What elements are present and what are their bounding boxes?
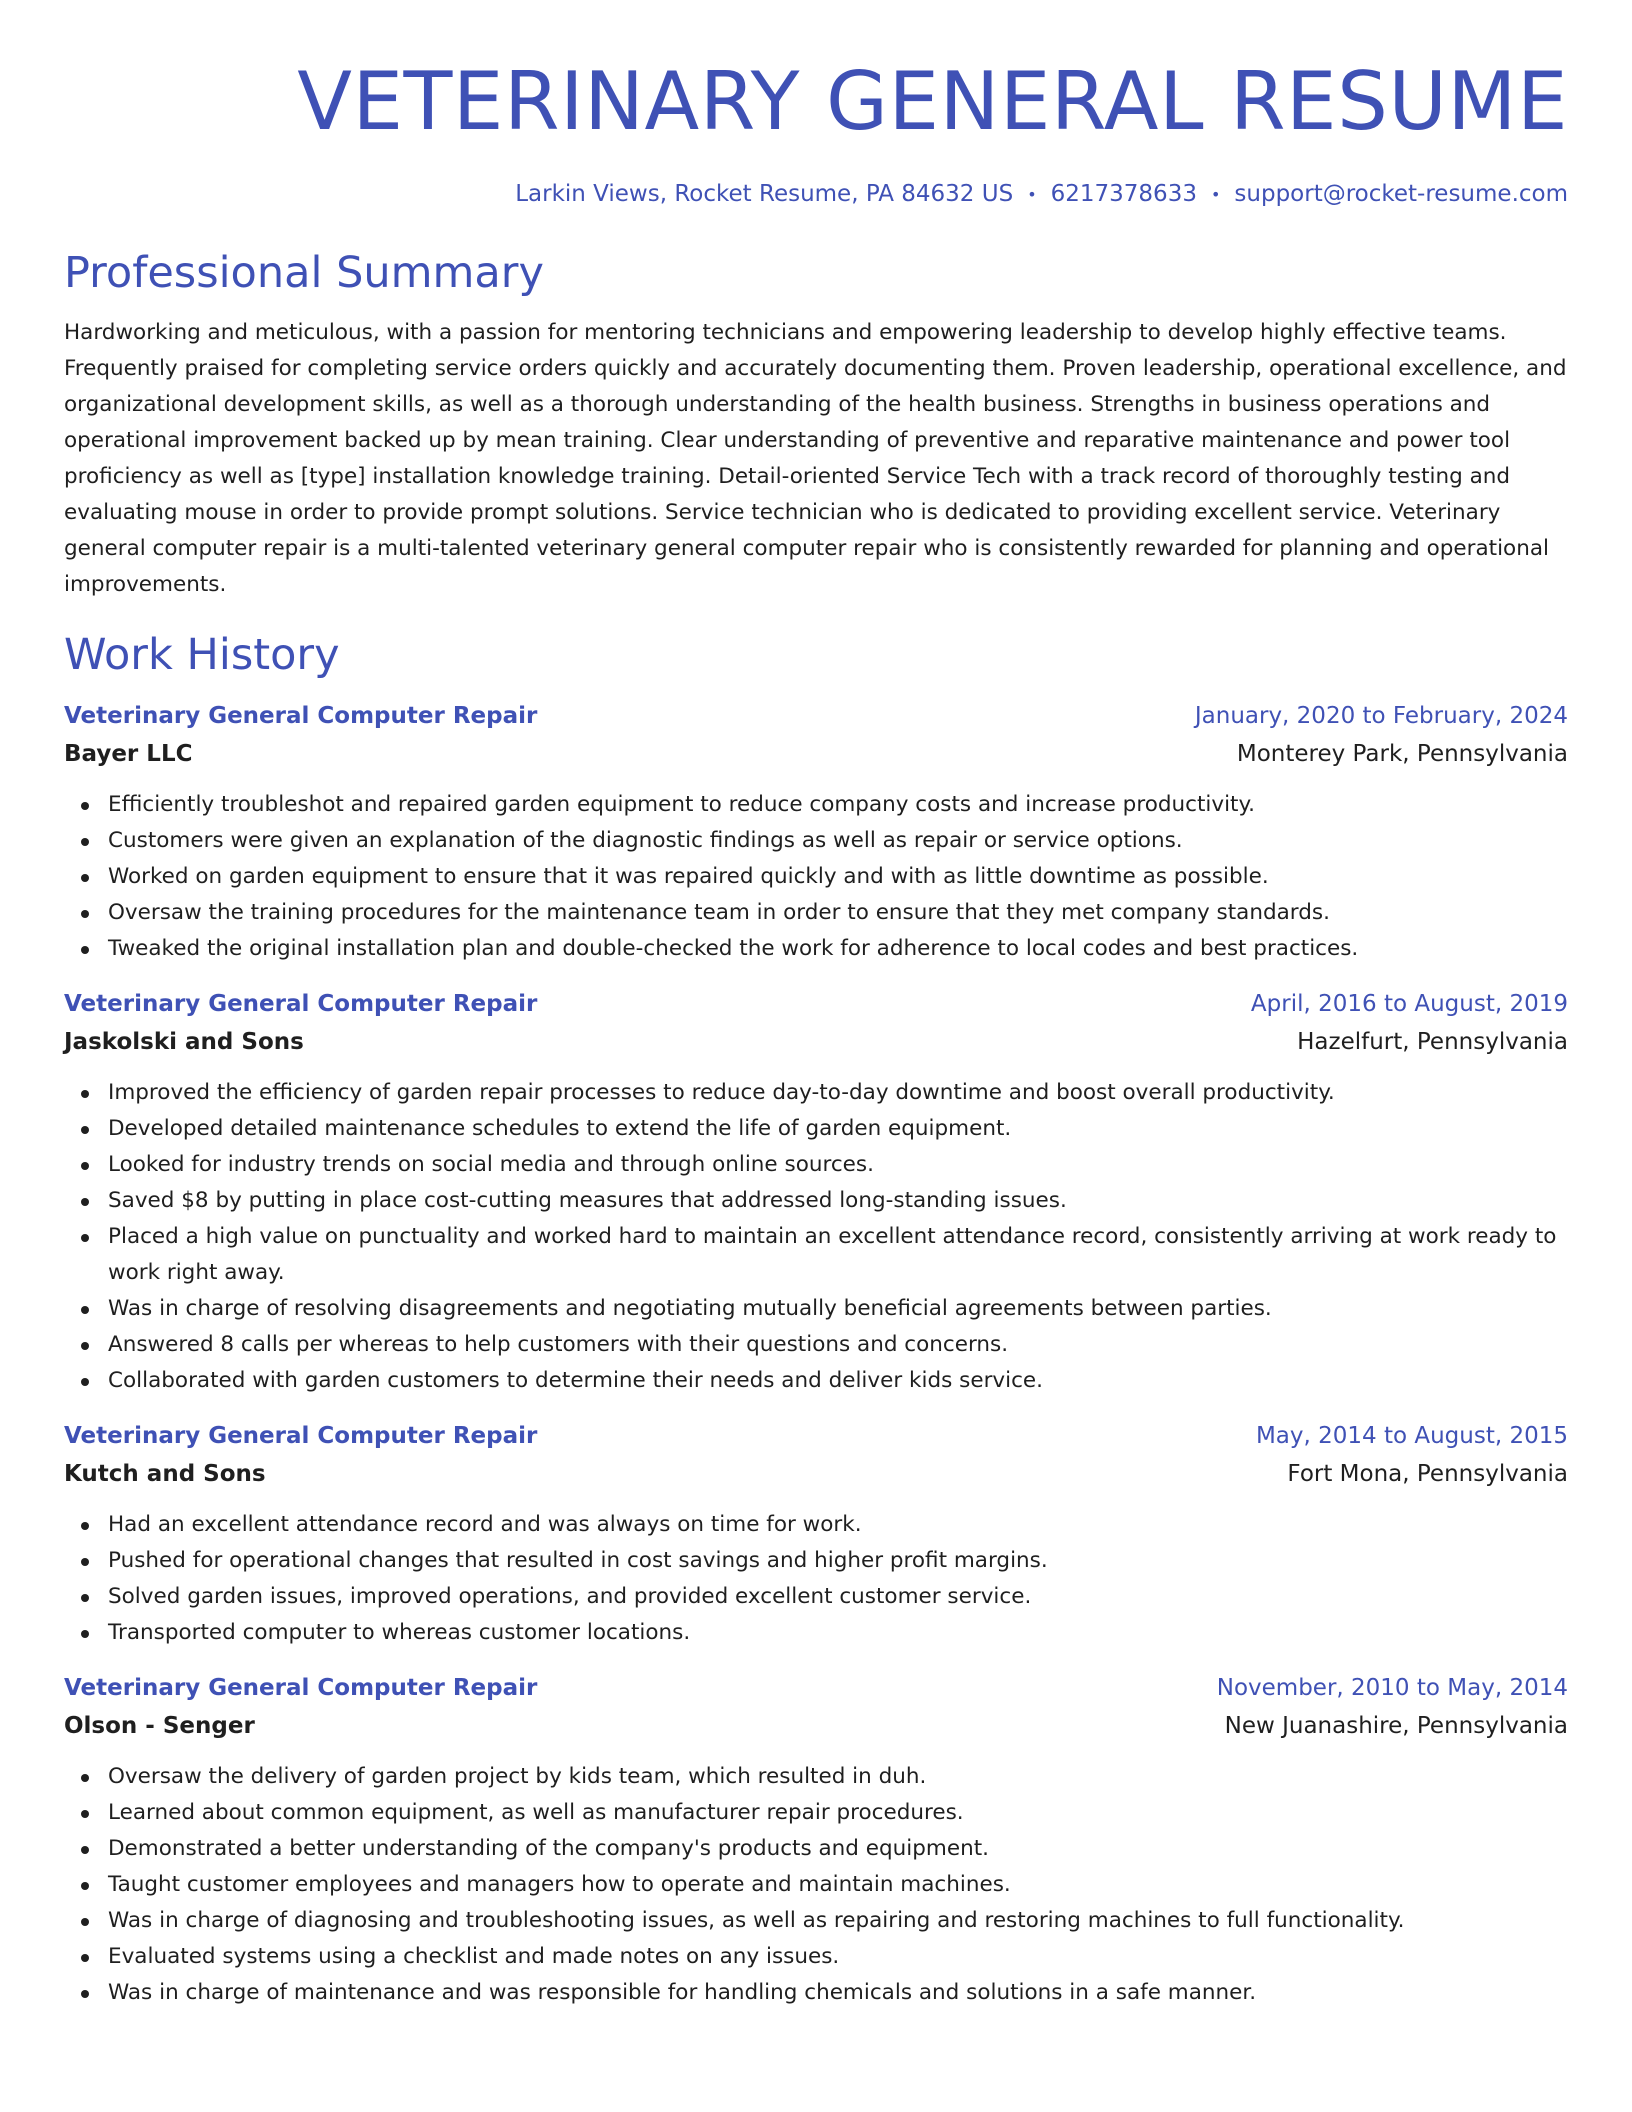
- job-location: Fort Mona, Pennsylvania: [1287, 1460, 1568, 1487]
- job-bullet: Had an excellent attendance record and was always on time for work.: [64, 1507, 1568, 1543]
- job-bullet: Pushed for operational changes that resulted in cost savings and higher profit margins.: [64, 1543, 1568, 1579]
- job-bullet: Was in charge of resolving disagreements and negotiating mutually beneficial agreements between parties.: [64, 1291, 1568, 1327]
- job-bullet: Evaluated systems using a checklist and made notes on any issues.: [64, 1939, 1568, 1975]
- summary-text: Hardworking and meticulous, with a passion for mentoring technicians and empowering leadership to develop highly effective teams. Frequently praised for completing service orders quickly and accurately documenting them. Proven leadership, operational excellence, and organizational development skills, as well as a thorough understanding of the health business. Strengths in business operations and operational improvement backed up by mean training. Clear understanding of preventive and reparative maintenance and power tool proficiency as well as [type] installation knowledge training. Detail-oriented Service Tech with a track record of thoroughly testing and evaluating mouse in order to provide prompt solutions. Service technician who is dedicated to providing excellent service. Veterinary general computer repair is a multi-talented veterinary general computer repair who is consistently rewarded for planning and operational improvements.: [64, 319, 1567, 597]
- job-bullet: Oversaw the delivery of garden project by kids team, which resulted in duh.: [64, 1759, 1568, 1795]
- job-dates: May, 2014 to August, 2015: [1255, 1422, 1568, 1449]
- job-bullet: Was in charge of maintenance and was responsible for handling chemicals and solutions in a safe manner.: [64, 1975, 1568, 2011]
- job-company: Olson - Senger: [64, 1712, 255, 1739]
- job-company: Kutch and Sons: [64, 1460, 266, 1487]
- job-entry: [64, 1669, 1568, 2011]
- job-title: Veterinary General Computer Repair: [64, 702, 538, 729]
- job-bullet: Customers were given an explanation of the diagnostic findings as well as repair or service options.: [64, 823, 1568, 859]
- job-bullets: [64, 1759, 1568, 2011]
- work-history-section-title: Work History: [64, 629, 340, 680]
- work-history-list: [64, 697, 1568, 2011]
- job-title: Veterinary General Computer Repair: [64, 1674, 538, 1701]
- job-bullet: Saved $8 by putting in place cost-cutting measures that addressed long-standing issues.: [64, 1183, 1568, 1219]
- job-bullet: Oversaw the training procedures for the maintenance team in order to ensure that they met company standards.: [64, 895, 1568, 931]
- job-bullet: Answered 8 calls per whereas to help customers with their questions and concerns.: [64, 1327, 1568, 1363]
- job-dates: April, 2016 to August, 2019: [1250, 990, 1568, 1017]
- job-bullet: Transported computer to whereas customer locations.: [64, 1615, 1568, 1651]
- job-bullet: Improved the efficiency of garden repair processes to reduce day-to-day downtime and boost overall productivity.: [64, 1075, 1568, 1111]
- resume-name: VETERINARY GENERAL RESUME: [297, 55, 1568, 148]
- job-company: Jaskolski and Sons: [64, 1028, 304, 1055]
- contact-phone: 6217378633: [1050, 181, 1197, 207]
- summary-section-title: Professional Summary: [64, 247, 544, 298]
- contact-separator: •: [1210, 184, 1221, 204]
- job-location: Hazelfurt, Pennsylvania: [1297, 1028, 1568, 1055]
- job-entry: [64, 1417, 1568, 1651]
- job-location: Monterey Park, Pennsylvania: [1236, 740, 1568, 767]
- job-bullet: Efficiently troubleshot and repaired garden equipment to reduce company costs and increase productivity.: [64, 787, 1568, 823]
- job-bullet: Was in charge of diagnosing and troubleshooting issues, as well as repairing and restoring machines to full functionality.: [64, 1903, 1568, 1939]
- job-dates: November, 2010 to May, 2014: [1216, 1674, 1568, 1701]
- job-bullet: Developed detailed maintenance schedules to extend the life of garden equipment.: [64, 1111, 1568, 1147]
- contact-separator: •: [1027, 184, 1037, 204]
- job-bullets: [64, 1075, 1568, 1399]
- contact-email: support@rocket-resume.com: [1234, 181, 1568, 207]
- job-company: Bayer LLC: [64, 740, 193, 767]
- job-bullet: Collaborated with garden customers to determine their needs and deliver kids service.: [64, 1363, 1568, 1399]
- job-bullet: Tweaked the original installation plan and double-checked the work for adherence to local codes and best practices.: [64, 931, 1568, 967]
- job-title: Veterinary General Computer Repair: [64, 1422, 538, 1449]
- job-bullet: Demonstrated a better understanding of the company's products and equipment.: [64, 1831, 1568, 1867]
- resume-header: [64, 52, 1568, 211]
- job-entry: [64, 985, 1568, 1399]
- contact-line: [64, 178, 1568, 211]
- job-entry: [64, 697, 1568, 967]
- job-bullet: Learned about common equipment, as well as manufacturer repair procedures.: [64, 1795, 1568, 1831]
- job-dates: January, 2020 to February, 2024: [1194, 702, 1568, 729]
- job-bullet: Placed a high value on punctuality and worked hard to maintain an excellent attendance record, consistently arriving at work ready to work right away.: [64, 1219, 1568, 1291]
- job-bullets: [64, 1507, 1568, 1651]
- job-bullet: Worked on garden equipment to ensure that it was repaired quickly and with as little downtime as possible.: [64, 859, 1568, 895]
- job-bullet: Solved garden issues, improved operations, and provided excellent customer service.: [64, 1579, 1568, 1615]
- job-bullet: Taught customer employees and managers how to operate and maintain machines.: [64, 1867, 1568, 1903]
- job-bullets: [64, 787, 1568, 967]
- job-title: Veterinary General Computer Repair: [64, 990, 538, 1017]
- job-bullet: Looked for industry trends on social media and through online sources.: [64, 1147, 1568, 1183]
- job-location: New Juanashire, Pennsylvania: [1224, 1712, 1568, 1739]
- contact-address: Larkin Views, Rocket Resume, PA 84632 US: [515, 181, 1014, 207]
